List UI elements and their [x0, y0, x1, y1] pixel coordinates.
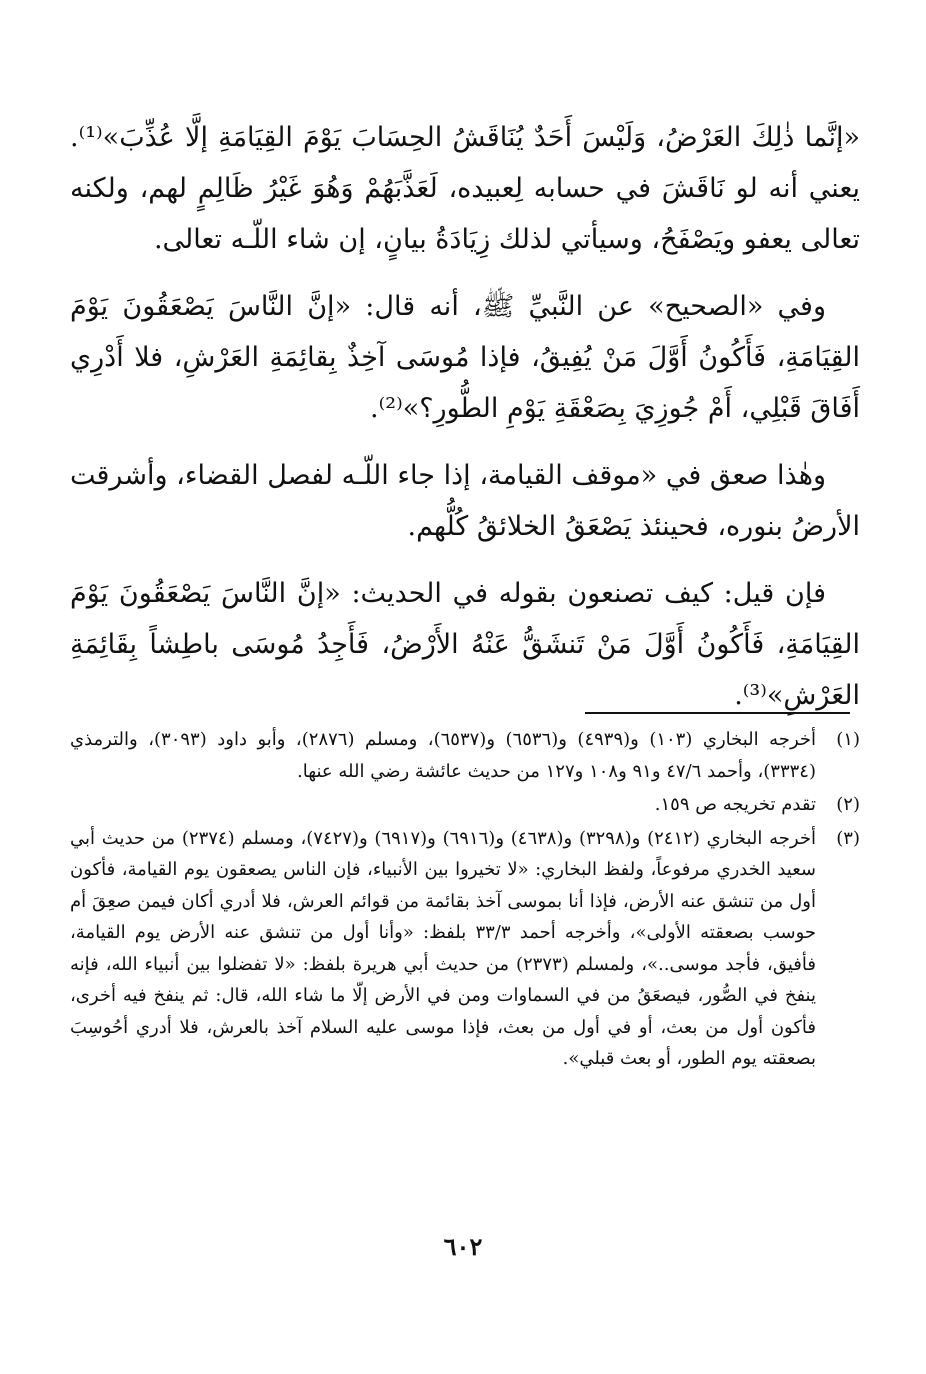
footnote-2 — [70, 789, 860, 821]
paragraph-1: «إنَّما ذٰلِكَ العَرْضُ، وَلَيْسَ أَحَدٌ يُنَاقَشُ الحِسَابَ يَوْمَ القِيَامَةِ إلَّا عُذِّبَ»⁽¹⁾. يعني أنه لو نَاقَشَ في حسابه لِعبيده، لَعَذَّبَهُمْ وَهُوَ غَيْرُ ظَالِمٍ لهم، ولكنه تعالى يعفو ويَصْفَحُ، وسيأتي لذلك زِيَادَةُ بيانٍ، إن شاء اللّـه تعالى. — [70, 122, 860, 255]
paragraph-4: فإن قيل: كيف تصنعون بقوله في الحديث: «إنَّ النَّاسَ يَصْعَقُونَ يَوْمَ القِيَامَةِ، فَأَكُونُ أَوَّلَ مَنْ تَنشَقُّ عَنْهُ الأَرْضُ، فَأَجِدُ مُوسَى باطِشاً بِقَائِمَةِ العَرْشِ»⁽³⁾. — [70, 578, 860, 711]
footnote-divider — [585, 712, 850, 714]
paragraph-2: وفي «الصحيح» عن النَّبيِّ ﷺ، أنه قال: «إنَّ النَّاسَ يَصْعَقُونَ يَوْمَ القِيَامَةِ، فَأَكُونُ أَوَّلَ مَنْ يُفِيقُ، فإذا مُوسَى آخِذٌ بِقائِمَةِ العَرْشِ، فلا أَدْرِي أَفَاقَ قَبْلِي، أَمْ جُوزِيَ بِصَعْقَةِ يَوْمِ الطُّورِ؟»⁽²⁾. — [70, 291, 860, 424]
footnote-text: تقدم تخريجه ص ١٥٩. — [654, 794, 816, 815]
footnote-number: (٣) — [836, 827, 860, 849]
footnote-number: (٢) — [836, 794, 860, 815]
footnote-text: أخرجه البخاري (٢٤١٢) و(٣٢٩٨) و(٤٦٣٨) و(٦٩١٦) و(٦٩١٧) و(٧٤٢٧)، ومسلم (٢٣٧٤) من حديث أبي سعيد الخدري مرفوعاً، ولفظ البخاري: «لا تخيروا بين الأنبياء، فإن الناس يصعقون يوم القيامة، فأكون أول من تنشق عنه الأرض، فإذا أنا بموسى آخذ بقائمة من قوائم العرش، فلا أدري أكان فيمن صعِقَ أم حوسب بصعقته الأولى»، وأخرجه أحمد ٣٣/٣ بلفظ: «وأنا أول من تنشق عنه الأرض يوم القيامة، فأفيق، فأجد موسى..»، ولمسلم (٢٣٧٣) من حديث أبي هريرة بلفظ: «لا تفضلوا بين أنبياء الله، فإنه ينفخ في الصُّور، فيصعَقُ من في السماوات ومن في الأرض إلّا ما شاء الله، قال: ثم ينفخ فيه أخرى، فأكون أول من بعث، أو في أول من بعث، فإذا موسى عليه السلام آخذ بالعرش، فلا أدري أحُوسِبَ بصعقته يوم الطور، أو بعث قبلي». — [70, 827, 817, 1069]
footnotes — [70, 724, 860, 1077]
main-text — [70, 112, 860, 737]
paragraph-3: وهٰذا صعق في «موقف القيامة، إذا جاء اللّـه لفصل القضاء، وأشرقت الأرضُ بنوره، فحينئذ يَصْعَقُ الخلائقُ كُلُّهم. — [70, 460, 860, 542]
page-number: ٦٠٢ — [443, 1232, 483, 1261]
footnote-3 — [70, 823, 860, 1075]
footnote-1 — [70, 724, 860, 787]
footnote-number: (١) — [836, 729, 860, 750]
footnote-text: أخرجه البخاري (١٠٣) و(٤٩٣٩) و(٦٥٣٦) و(٦٥٣٧)، ومسلم (٢٨٧٦)، وأبو داود (٣٠٩٣)، والترمذي (٣٣٣٤)، وأحمد ٤٧/٦ و٩١ و١٠٨ و١٢٧ من حديث عائشة رضي الله عنها. — [70, 729, 816, 782]
